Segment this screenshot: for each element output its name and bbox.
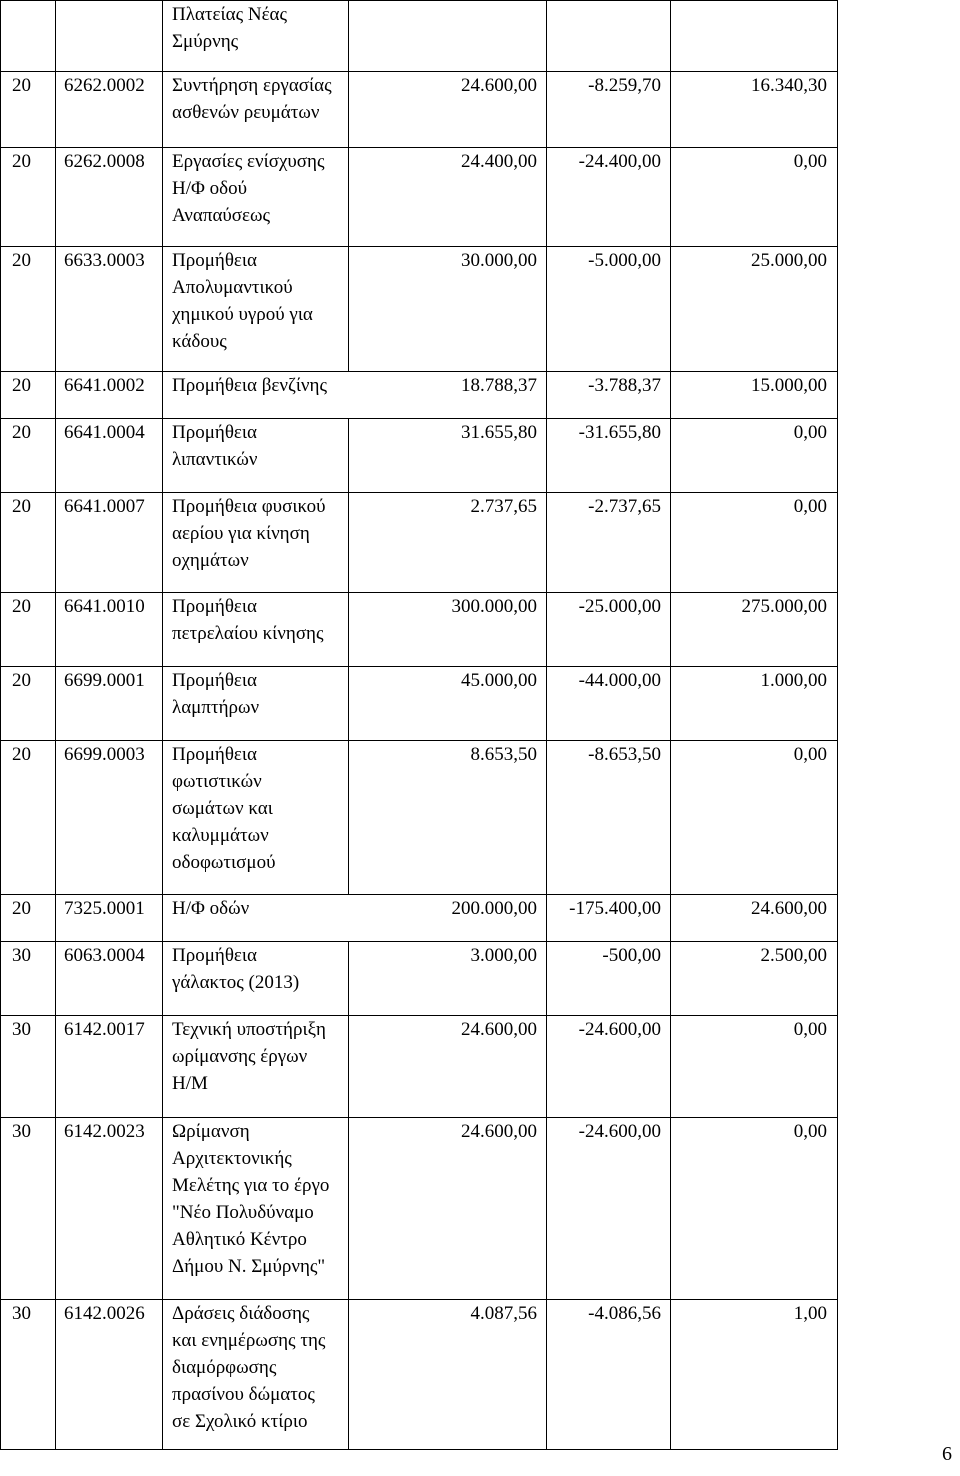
description-line: και ενημέρωσης της: [172, 1330, 326, 1351]
table-row-continuation: [1, 1, 838, 72]
code-cell: 6142.0026: [56, 1300, 163, 1450]
code-cell: 6063.0004: [56, 942, 163, 1016]
table-row: [1, 419, 838, 493]
group-cell: 30: [1, 1118, 56, 1300]
table-row: [1, 942, 838, 1016]
description-line: λαμπτήρων: [172, 697, 260, 718]
group-cell: 20: [1, 419, 56, 493]
change-amount: -500,00: [547, 942, 671, 1016]
change-amount: -24.600,00: [547, 1118, 671, 1300]
description-cell: [163, 493, 349, 593]
description-line: Προμήθεια: [172, 945, 257, 966]
description-cell: [163, 593, 349, 667]
initial-amount: 24.600,00: [349, 72, 547, 148]
description-line: σε Σχολικό κτίριο: [172, 1411, 308, 1432]
initial-cell: [349, 1, 547, 72]
code-cell: 6641.0002: [56, 372, 163, 419]
code-cell: [56, 1, 163, 72]
page-number: 6: [942, 1443, 952, 1465]
table-row: [1, 72, 838, 148]
description-cell: [163, 1016, 349, 1118]
initial-amount: 24.400,00: [349, 148, 547, 247]
description-line: λιπαντικών: [172, 449, 258, 470]
change-amount: -31.655,80: [547, 419, 671, 493]
description-line: Ωρίμανση: [172, 1121, 250, 1142]
final-amount: 2.500,00: [671, 942, 838, 1016]
description-line: διαμόρφωσης: [172, 1357, 277, 1378]
description-line: Αθλητικό Κέντρο: [172, 1229, 307, 1250]
description-cell: [163, 148, 349, 247]
description-line: Πλατείας Νέας: [172, 4, 288, 25]
description-line: πρασίνου δώματος: [172, 1384, 315, 1405]
change-cell: [547, 1, 671, 72]
initial-amount: 4.087,56: [349, 1300, 547, 1450]
description-cell: [163, 741, 349, 895]
description-line: Προμήθεια: [172, 422, 257, 443]
description-line: Η/Μ: [172, 1073, 208, 1094]
description-line: Η/Φ οδών: [172, 898, 250, 919]
final-amount: 0,00: [671, 419, 838, 493]
change-amount: -25.000,00: [547, 593, 671, 667]
final-amount: 15.000,00: [671, 372, 838, 419]
final-amount: 0,00: [671, 148, 838, 247]
description-inline-wrap: [172, 895, 546, 922]
description-line: κάδους: [172, 331, 227, 352]
description-line: φωτιστικών: [172, 771, 262, 792]
final-amount: 0,00: [671, 1016, 838, 1118]
table-row: [1, 593, 838, 667]
description-line: Τεχνική υποστήριξη: [172, 1019, 326, 1040]
code-cell: 6699.0001: [56, 667, 163, 741]
group-cell: 20: [1, 741, 56, 895]
group-cell: [1, 1, 56, 72]
change-amount: -175.400,00: [547, 895, 671, 942]
initial-amount: 24.600,00: [349, 1016, 547, 1118]
description-line: καλυμμάτων: [172, 825, 269, 846]
group-cell: 30: [1, 942, 56, 1016]
final-amount: 275.000,00: [671, 593, 838, 667]
final-amount: 1,00: [671, 1300, 838, 1450]
table-row: [1, 1016, 838, 1118]
description-line: Απολυμαντικού: [172, 277, 293, 298]
initial-amount: 200.000,00: [451, 898, 537, 919]
initial-amount: 3.000,00: [349, 942, 547, 1016]
final-amount: 16.340,30: [671, 72, 838, 148]
change-amount: -4.086,56: [547, 1300, 671, 1450]
table-row: [1, 895, 838, 942]
description-line: Αναπαύσεως: [172, 205, 271, 226]
final-amount: 25.000,00: [671, 247, 838, 372]
initial-amount: 18.788,37: [461, 375, 537, 396]
description-line: Προμήθεια βενζίνης: [172, 375, 327, 396]
description-line: Εργασίες ενίσχυσης: [172, 151, 325, 172]
code-cell: 6641.0010: [56, 593, 163, 667]
description-line: Μελέτης για το έργο: [172, 1175, 330, 1196]
code-cell: 7325.0001: [56, 895, 163, 942]
description-cell: [163, 247, 349, 372]
code-cell: 6142.0017: [56, 1016, 163, 1118]
code-cell: 6633.0003: [56, 247, 163, 372]
table-row: [1, 372, 838, 419]
final-amount: 0,00: [671, 1118, 838, 1300]
change-amount: -3.788,37: [547, 372, 671, 419]
table-row: [1, 1300, 838, 1450]
final-amount: 1.000,00: [671, 667, 838, 741]
group-cell: 30: [1, 1016, 56, 1118]
description-cell: [163, 1300, 349, 1450]
description-cell: [163, 942, 349, 1016]
description-line: Προμήθεια: [172, 670, 257, 691]
description-line: αερίου για κίνηση: [172, 523, 310, 544]
change-amount: -24.600,00: [547, 1016, 671, 1118]
description-cell: [163, 1118, 349, 1300]
description-line: πετρελαίου κίνησης: [172, 623, 324, 644]
initial-amount: 8.653,50: [349, 741, 547, 895]
group-cell: 20: [1, 593, 56, 667]
description-line: Σμύρνης: [172, 31, 239, 52]
description-line: γάλακτος (2013): [172, 972, 300, 993]
group-cell: 20: [1, 247, 56, 372]
description-line: χημικού υγρού για: [172, 304, 313, 325]
group-cell: 20: [1, 72, 56, 148]
description-cell: [163, 72, 349, 148]
change-amount: -8.259,70: [547, 72, 671, 148]
table-row: [1, 1118, 838, 1300]
change-amount: -44.000,00: [547, 667, 671, 741]
description-cell: [163, 667, 349, 741]
change-amount: -24.400,00: [547, 148, 671, 247]
final-amount: 0,00: [671, 493, 838, 593]
code-cell: 6699.0003: [56, 741, 163, 895]
description-line: ασθενών ρευμάτων: [172, 102, 320, 123]
description-line: Προμήθεια: [172, 250, 257, 271]
final-amount: 0,00: [671, 741, 838, 895]
description-line: Προμήθεια φυσικού: [172, 496, 326, 517]
description-cell: [163, 1, 349, 72]
description-line: Δήμου Ν. Σμύρνης": [172, 1256, 326, 1277]
description-line: Συντήρηση εργασίας: [172, 75, 332, 96]
table-row: [1, 667, 838, 741]
initial-amount: 2.737,65: [349, 493, 547, 593]
code-cell: 6641.0007: [56, 493, 163, 593]
group-cell: 20: [1, 895, 56, 942]
code-cell: 6262.0008: [56, 148, 163, 247]
description-line: οχημάτων: [172, 550, 249, 571]
description-line: οδοφωτισμού: [172, 852, 276, 873]
description-inline-wrap: [172, 372, 546, 399]
change-amount: -5.000,00: [547, 247, 671, 372]
description-line: Η/Φ οδού: [172, 178, 247, 199]
group-cell: 20: [1, 493, 56, 593]
code-cell: 6142.0023: [56, 1118, 163, 1300]
description-cell: [163, 419, 349, 493]
description-cell: [163, 895, 547, 942]
code-cell: 6641.0004: [56, 419, 163, 493]
initial-amount: 24.600,00: [349, 1118, 547, 1300]
initial-amount: 30.000,00: [349, 247, 547, 372]
description-line: ωρίμανσης έργων: [172, 1046, 308, 1067]
change-amount: -2.737,65: [547, 493, 671, 593]
description-line: Αρχιτεκτονικής: [172, 1148, 292, 1169]
group-cell: 20: [1, 667, 56, 741]
table-row: [1, 247, 838, 372]
table-row: [1, 741, 838, 895]
group-cell: 30: [1, 1300, 56, 1450]
initial-amount: 45.000,00: [349, 667, 547, 741]
table-row: [1, 493, 838, 593]
description-line: "Νέο Πολυδύναμο: [172, 1202, 314, 1223]
final-cell: [671, 1, 838, 72]
initial-amount: 300.000,00: [349, 593, 547, 667]
description-line: Δράσεις διάδοσης: [172, 1303, 310, 1324]
code-cell: 6262.0002: [56, 72, 163, 148]
change-amount: -8.653,50: [547, 741, 671, 895]
group-cell: 20: [1, 148, 56, 247]
description-line: σωμάτων και: [172, 798, 273, 819]
initial-amount: 31.655,80: [349, 419, 547, 493]
group-cell: 20: [1, 372, 56, 419]
description-line: Προμήθεια: [172, 596, 257, 617]
description-cell: [163, 372, 547, 419]
final-amount: 24.600,00: [671, 895, 838, 942]
description-line: Προμήθεια: [172, 744, 257, 765]
table-row: [1, 148, 838, 247]
